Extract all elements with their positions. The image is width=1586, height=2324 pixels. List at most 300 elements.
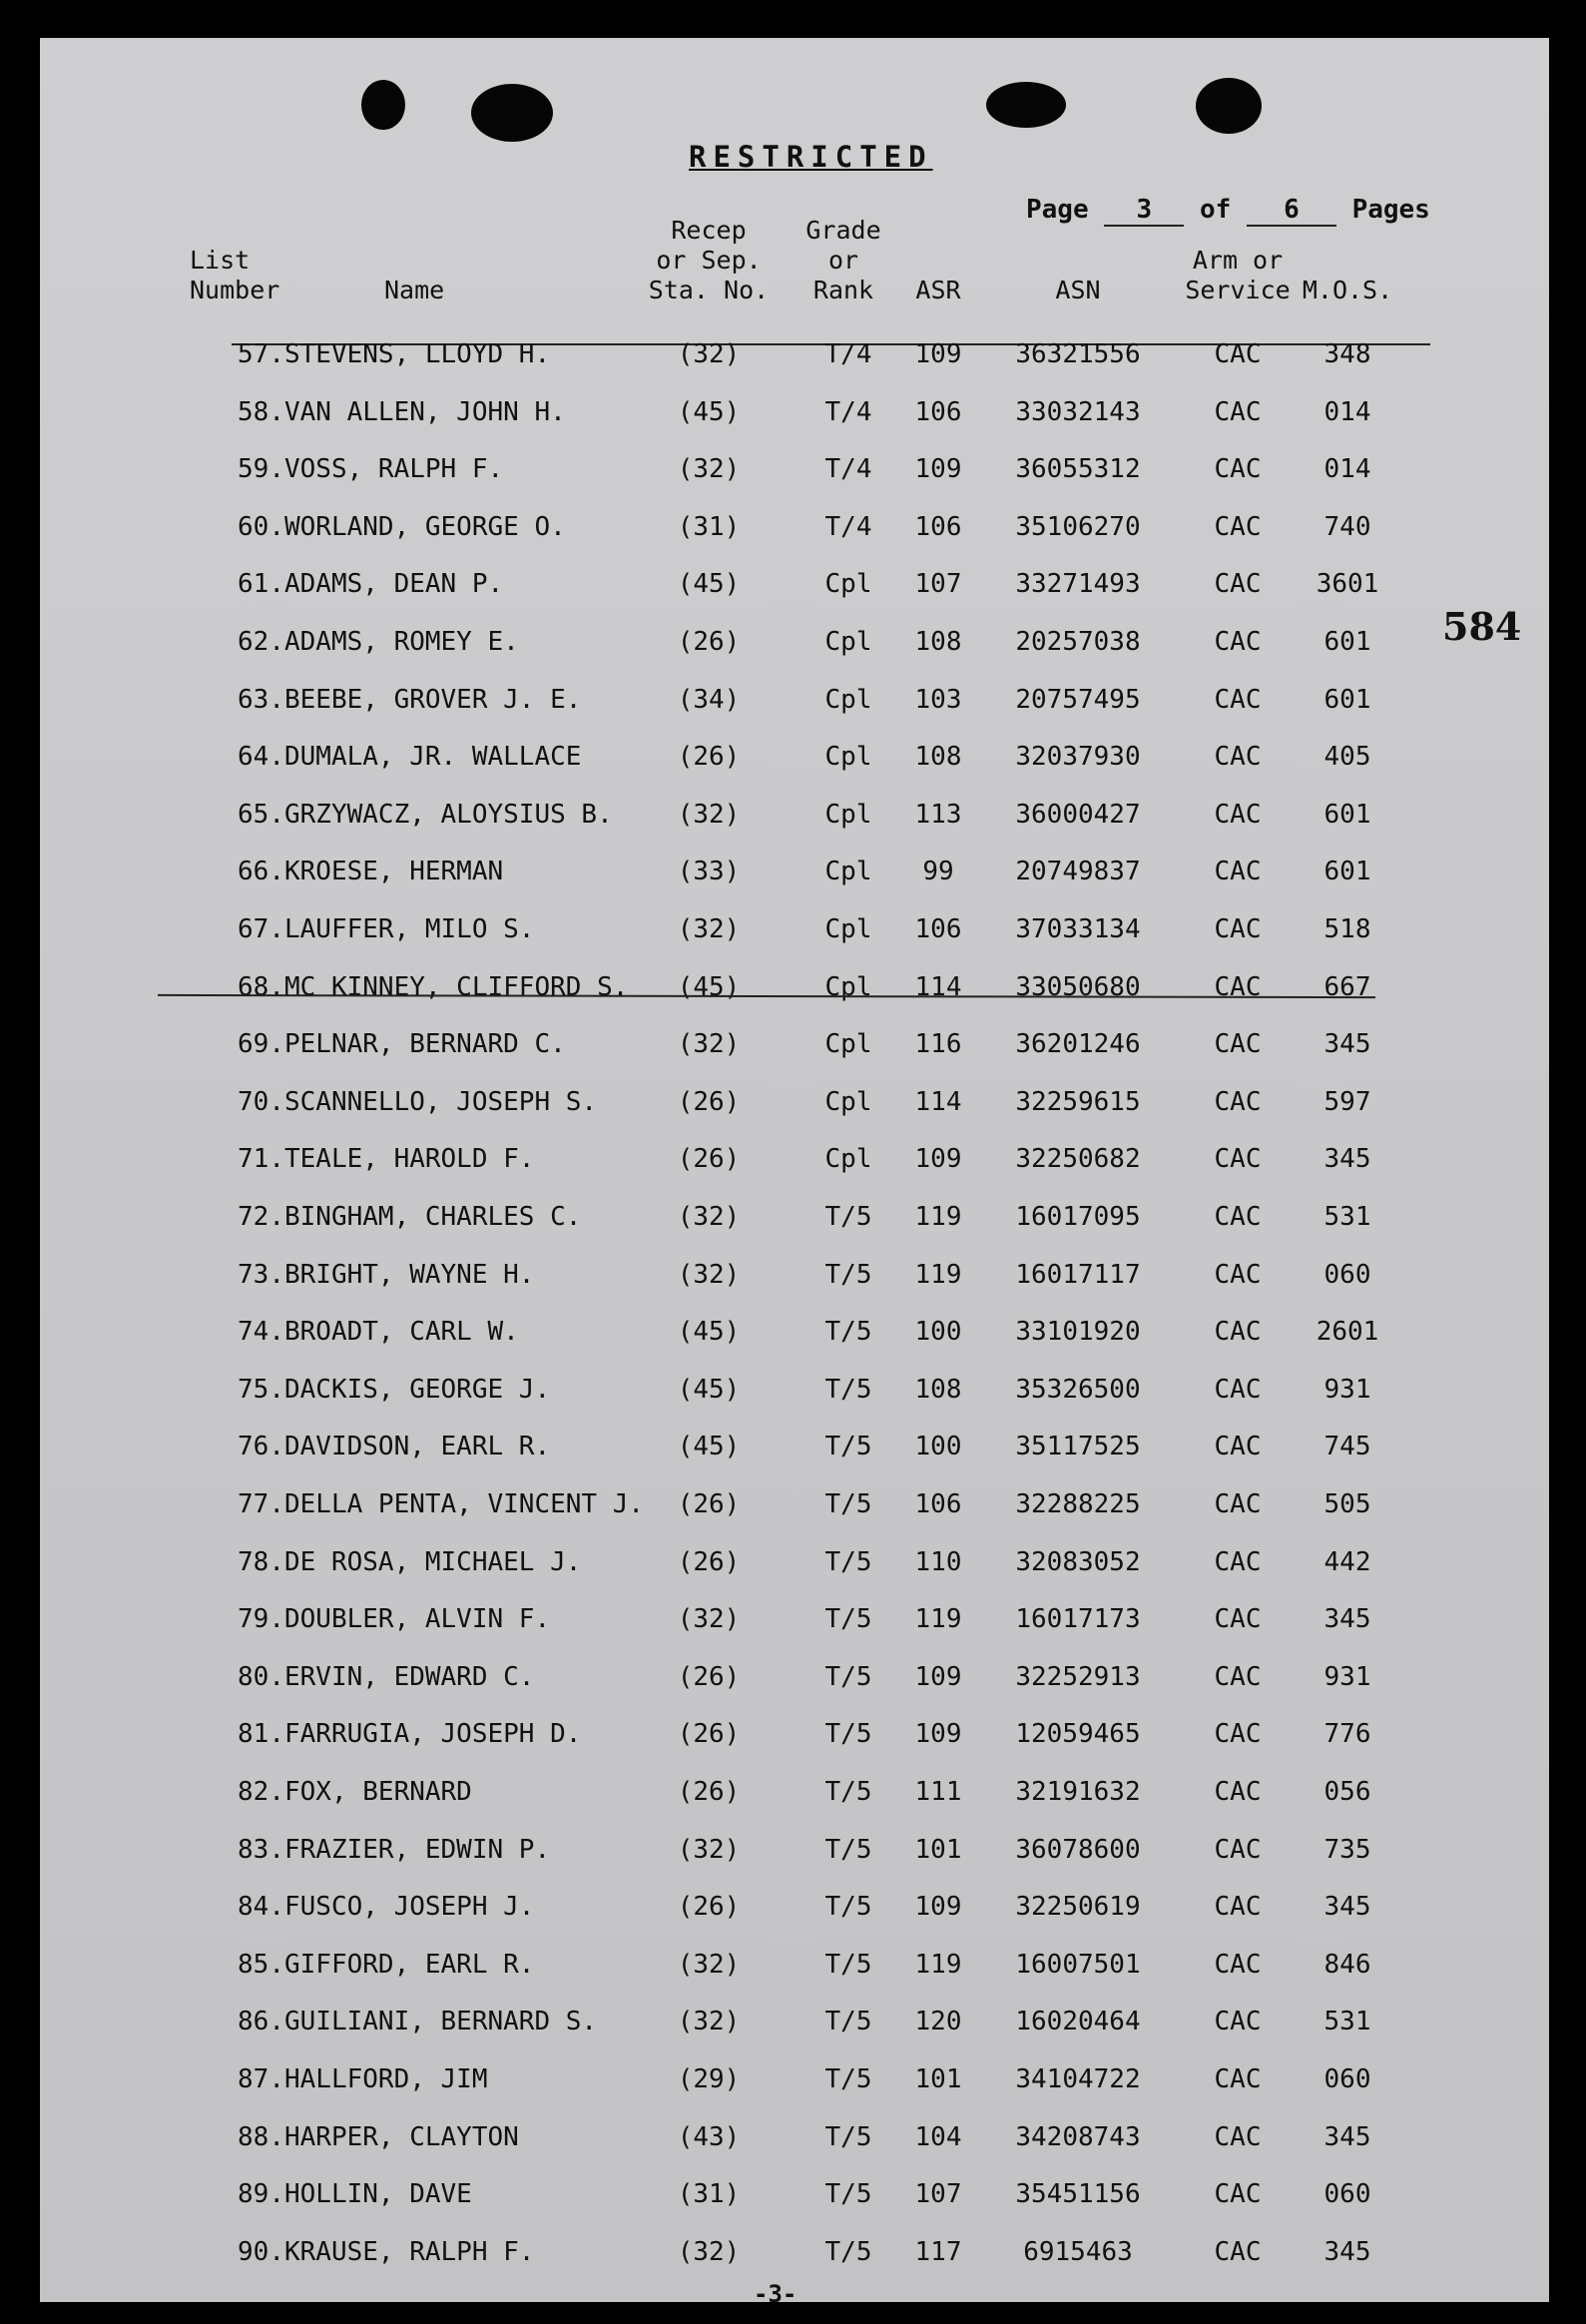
cell-asn: 20749837 (1015, 857, 1141, 887)
cell-mos: 014 (1323, 454, 1371, 485)
cell-grade: T/4 (824, 396, 872, 427)
cell-arm-service: CAC (1214, 2064, 1262, 2094)
cell-mos: 776 (1323, 1719, 1371, 1750)
document-page (40, 38, 1549, 2308)
cell-recep-station: (32) (677, 1202, 741, 1232)
cell-asn: 36201246 (1015, 1029, 1141, 1060)
cell-arm-service: CAC (1214, 1777, 1262, 1807)
table-row (40, 1547, 1549, 1587)
cell-arm-service: CAC (1214, 1834, 1262, 1865)
cell-grade: T/4 (824, 454, 872, 485)
cell-grade: T/5 (824, 1604, 872, 1635)
cell-asr: 109 (914, 1892, 962, 1923)
cell-mos: 345 (1323, 1892, 1371, 1923)
cell-recep-station: (43) (677, 2121, 741, 2152)
col-grade-line2: or (827, 246, 859, 275)
cell-asr: 107 (914, 2179, 962, 2210)
cell-name: DOUBLER, ALVIN F. (284, 1604, 551, 1635)
cell-name: STEVENS, LLOYD H. (284, 339, 551, 369)
cell-recep-station: (31) (677, 2179, 741, 2210)
cell-recep-station: (45) (677, 971, 741, 1002)
cell-asn: 35106270 (1015, 511, 1141, 542)
margin-stamp: 584 (1442, 604, 1522, 649)
cell-asn: 33101920 (1015, 1317, 1141, 1348)
cell-list-number: 60. (238, 511, 284, 542)
cell-asr: 109 (914, 1661, 962, 1692)
cell-recep-station: (29) (677, 2064, 741, 2094)
punch-hole-right-2 (1196, 78, 1262, 134)
cell-name: BRIGHT, WAYNE H. (284, 1259, 535, 1290)
cell-mos: 060 (1323, 1259, 1371, 1290)
cell-recep-station: (26) (677, 1546, 741, 1577)
cell-mos: 060 (1323, 2064, 1371, 2094)
cell-mos: 601 (1323, 684, 1371, 715)
col-recep-line2: or Sep. (656, 246, 762, 275)
table-row (40, 1604, 1549, 1644)
cell-asn: 33050680 (1015, 971, 1141, 1002)
cell-grade: Cpl (824, 1086, 872, 1117)
cell-mos: 060 (1323, 2179, 1371, 2210)
cell-recep-station: (33) (677, 857, 741, 887)
pages-label: Pages (1351, 195, 1430, 225)
cell-arm-service: CAC (1214, 1719, 1262, 1750)
cell-mos: 531 (1323, 2007, 1371, 2037)
cell-list-number: 59. (238, 454, 284, 485)
cell-asr: 106 (914, 914, 962, 944)
punch-hole-left-1 (361, 80, 405, 130)
cell-asr: 100 (914, 1432, 962, 1462)
document-heading: RESTRICTED (689, 140, 933, 174)
table-row (40, 1029, 1549, 1069)
cell-grade: T/5 (824, 1892, 872, 1923)
cell-grade: T/4 (824, 511, 872, 542)
cell-asr: 104 (914, 2121, 962, 2152)
cell-grade: Cpl (824, 857, 872, 887)
cell-asn: 37033134 (1015, 914, 1141, 944)
table-row (40, 972, 1549, 1012)
cell-mos: 345 (1323, 2236, 1371, 2267)
table-row (40, 1950, 1549, 1990)
cell-name: KRAUSE, RALPH F. (284, 2236, 535, 2267)
cell-name: DELLA PENTA, VINCENT J. (284, 1489, 645, 1519)
cell-mos: 601 (1323, 627, 1371, 657)
cell-arm-service: CAC (1214, 1029, 1262, 1060)
table-row (40, 857, 1549, 896)
cell-asn: 32083052 (1015, 1546, 1141, 1577)
cell-arm-service: CAC (1214, 1661, 1262, 1692)
cell-recep-station: (45) (677, 396, 741, 427)
cell-list-number: 63. (238, 684, 284, 715)
cell-asr: 109 (914, 454, 962, 485)
cell-mos: 745 (1323, 1432, 1371, 1462)
cell-asn: 16007501 (1015, 1949, 1141, 1980)
cell-asn: 36078600 (1015, 1834, 1141, 1865)
cell-list-number: 83. (238, 1834, 284, 1865)
cell-arm-service: CAC (1214, 1432, 1262, 1462)
cell-recep-station: (32) (677, 1604, 741, 1635)
cell-list-number: 72. (238, 1202, 284, 1232)
cell-name: KROESE, HERMAN (284, 857, 504, 887)
cell-asr: 110 (914, 1546, 962, 1577)
table-row (40, 2007, 1549, 2046)
cell-name: GIFFORD, EARL R. (284, 1949, 535, 1980)
cell-list-number: 64. (238, 742, 284, 773)
cell-asr: 101 (914, 1834, 962, 1865)
cell-mos: 345 (1323, 2121, 1371, 2152)
cell-grade: T/5 (824, 2236, 872, 2267)
cell-mos: 931 (1323, 1374, 1371, 1405)
cell-mos: 2601 (1316, 1317, 1379, 1348)
cell-mos: 667 (1323, 971, 1371, 1002)
page-label: Page (1026, 195, 1089, 225)
cell-list-number: 89. (238, 2179, 284, 2210)
cell-mos: 405 (1323, 742, 1371, 773)
cell-name: DACKIS, GEORGE J. (284, 1374, 551, 1405)
cell-asr: 119 (914, 1604, 962, 1635)
cell-grade: Cpl (824, 684, 872, 715)
col-name: Name (384, 276, 445, 304)
cell-arm-service: CAC (1214, 857, 1262, 887)
cell-asr: 120 (914, 2007, 962, 2037)
cell-list-number: 58. (238, 396, 284, 427)
cell-name: FUSCO, JOSEPH J. (284, 1892, 535, 1923)
cell-recep-station: (45) (677, 569, 741, 600)
cell-list-number: 75. (238, 1374, 284, 1405)
cell-recep-station: (32) (677, 2007, 741, 2037)
table-row (40, 1375, 1549, 1415)
cell-asn: 32250682 (1015, 1144, 1141, 1175)
cell-asr: 106 (914, 1489, 962, 1519)
cell-asr: 108 (914, 1374, 962, 1405)
cell-recep-station: (26) (677, 1719, 741, 1750)
page-indicator (1026, 195, 1430, 227)
cell-recep-station: (32) (677, 454, 741, 485)
cell-recep-station: (34) (677, 684, 741, 715)
cell-asr: 101 (914, 2064, 962, 2094)
cell-list-number: 74. (238, 1317, 284, 1348)
cell-asr: 113 (914, 799, 962, 830)
cell-recep-station: (26) (677, 627, 741, 657)
cell-recep-station: (26) (677, 1086, 741, 1117)
cell-name: ERVIN, EDWARD C. (284, 1661, 535, 1692)
table-row (40, 454, 1549, 494)
cell-list-number: 86. (238, 2007, 284, 2037)
cell-mos: 931 (1323, 1661, 1371, 1692)
cell-arm-service: CAC (1214, 1144, 1262, 1175)
cell-asr: 117 (914, 2236, 962, 2267)
table-row (40, 800, 1549, 840)
cell-asn: 16017095 (1015, 1202, 1141, 1232)
cell-grade: T/5 (824, 2121, 872, 2152)
cell-asn: 35451156 (1015, 2179, 1141, 2210)
cell-mos: 442 (1323, 1546, 1371, 1577)
cell-asn: 32259615 (1015, 1086, 1141, 1117)
cell-mos: 735 (1323, 1834, 1371, 1865)
cell-asr: 108 (914, 742, 962, 773)
cell-name: BEEBE, GROVER J. E. (284, 684, 582, 715)
cell-list-number: 67. (238, 914, 284, 944)
table-row (40, 2122, 1549, 2162)
cell-recep-station: (26) (677, 1661, 741, 1692)
cell-asn: 20257038 (1015, 627, 1141, 657)
cell-name: LAUFFER, MILO S. (284, 914, 535, 944)
cell-name: GRZYWACZ, ALOYSIUS B. (284, 799, 613, 830)
cell-list-number: 57. (238, 339, 284, 369)
table-row (40, 2237, 1549, 2277)
cell-recep-station: (32) (677, 1029, 741, 1060)
cell-recep-station: (32) (677, 2236, 741, 2267)
table-row (40, 1144, 1549, 1184)
cell-name: GUILIANI, BERNARD S. (284, 2007, 598, 2037)
cell-mos: 518 (1323, 914, 1371, 944)
table-row (40, 512, 1549, 552)
cell-list-number: 84. (238, 1892, 284, 1923)
cell-asr: 109 (914, 1144, 962, 1175)
cell-recep-station: (45) (677, 1374, 741, 1405)
cell-list-number: 70. (238, 1086, 284, 1117)
cell-recep-station: (32) (677, 1259, 741, 1290)
cell-arm-service: CAC (1214, 1317, 1262, 1348)
cell-recep-station: (26) (677, 1892, 741, 1923)
cell-name: ADAMS, ROMEY E. (284, 627, 519, 657)
cell-arm-service: CAC (1214, 1374, 1262, 1405)
cell-grade: T/5 (824, 2064, 872, 2094)
cell-name: FOX, BERNARD (284, 1777, 472, 1807)
cell-mos: 345 (1323, 1029, 1371, 1060)
cell-mos: 345 (1323, 1604, 1371, 1635)
table-row (40, 1835, 1549, 1875)
cell-name: VOSS, RALPH F. (284, 454, 504, 485)
cell-recep-station: (32) (677, 799, 741, 830)
cell-mos: 056 (1323, 1777, 1371, 1807)
cell-recep-station: (32) (677, 914, 741, 944)
cell-arm-service: CAC (1214, 2007, 1262, 2037)
cell-grade: T/5 (824, 2179, 872, 2210)
cell-asn: 32250619 (1015, 1892, 1141, 1923)
cell-name: DAVIDSON, EARL R. (284, 1432, 551, 1462)
cell-arm-service: CAC (1214, 1546, 1262, 1577)
cell-arm-service: CAC (1214, 1949, 1262, 1980)
cell-grade: Cpl (824, 914, 872, 944)
cell-grade: Cpl (824, 799, 872, 830)
table-row (40, 1719, 1549, 1759)
cell-grade: T/4 (824, 339, 872, 369)
col-mos: M.O.S. (1302, 276, 1393, 304)
cell-mos: 531 (1323, 1202, 1371, 1232)
cell-arm-service: CAC (1214, 1259, 1262, 1290)
cell-asr: 99 (922, 857, 954, 887)
table-row (40, 1317, 1549, 1357)
cell-grade: Cpl (824, 569, 872, 600)
cell-asn: 36000427 (1015, 799, 1141, 830)
cell-list-number: 85. (238, 1949, 284, 1980)
table-row (40, 1777, 1549, 1817)
cell-arm-service: CAC (1214, 339, 1262, 369)
cell-name: BROADT, CARL W. (284, 1317, 519, 1348)
cell-asn: 20757495 (1015, 684, 1141, 715)
cell-list-number: 76. (238, 1432, 284, 1462)
cell-arm-service: CAC (1214, 799, 1262, 830)
cell-grade: Cpl (824, 971, 872, 1002)
cell-arm-service: CAC (1214, 1604, 1262, 1635)
cell-list-number: 68. (238, 971, 284, 1002)
cell-asr: 107 (914, 569, 962, 600)
table-row (40, 569, 1549, 609)
cell-arm-service: CAC (1214, 2121, 1262, 2152)
col-grade-line3: Rank (812, 276, 874, 304)
cell-name: PELNAR, BERNARD C. (284, 1029, 566, 1060)
cell-list-number: 79. (238, 1604, 284, 1635)
cell-recep-station: (31) (677, 511, 741, 542)
cell-mos: 505 (1323, 1489, 1371, 1519)
cell-asr: 103 (914, 684, 962, 715)
cell-mos: 846 (1323, 1949, 1371, 1980)
cell-asn: 33032143 (1015, 396, 1141, 427)
cell-arm-service: CAC (1214, 1489, 1262, 1519)
cell-name: DUMALA, JR. WALLACE (284, 742, 582, 773)
cell-asr: 106 (914, 511, 962, 542)
col-arm-line2: Service (1185, 276, 1291, 304)
cell-asr: 111 (914, 1777, 962, 1807)
cell-list-number: 62. (238, 627, 284, 657)
cell-list-number: 88. (238, 2121, 284, 2152)
table-row (40, 1662, 1549, 1702)
cell-asn: 33271493 (1015, 569, 1141, 600)
cell-asr: 119 (914, 1259, 962, 1290)
cell-asn: 16017117 (1015, 1259, 1141, 1290)
cell-recep-station: (26) (677, 1489, 741, 1519)
cell-name: FARRUGIA, JOSEPH D. (284, 1719, 582, 1750)
cell-mos: 345 (1323, 1144, 1371, 1175)
cell-grade: Cpl (824, 1144, 872, 1175)
cell-arm-service: CAC (1214, 511, 1262, 542)
cell-asr: 116 (914, 1029, 962, 1060)
cell-arm-service: CAC (1214, 2236, 1262, 2267)
cell-asr: 106 (914, 396, 962, 427)
cell-grade: Cpl (824, 742, 872, 773)
cell-arm-service: CAC (1214, 454, 1262, 485)
col-asr: ASR (915, 276, 961, 304)
table-row (40, 339, 1549, 379)
cell-list-number: 90. (238, 2236, 284, 2267)
cell-arm-service: CAC (1214, 1086, 1262, 1117)
cell-list-number: 65. (238, 799, 284, 830)
table-row (40, 742, 1549, 782)
cell-recep-station: (26) (677, 1777, 741, 1807)
cell-recep-station: (32) (677, 1834, 741, 1865)
cell-arm-service: CAC (1214, 914, 1262, 944)
cell-arm-service: CAC (1214, 1202, 1262, 1232)
table-row (40, 1432, 1549, 1471)
cell-grade: T/5 (824, 1949, 872, 1980)
cell-grade: Cpl (824, 1029, 872, 1060)
cell-asn: 36055312 (1015, 454, 1141, 485)
cell-name: SCANNELLO, JOSEPH S. (284, 1086, 598, 1117)
cell-list-number: 69. (238, 1029, 284, 1060)
cell-grade: T/5 (824, 1719, 872, 1750)
cell-list-number: 81. (238, 1719, 284, 1750)
cell-name: HALLFORD, JIM (284, 2064, 488, 2094)
cell-arm-service: CAC (1214, 627, 1262, 657)
cell-recep-station: (45) (677, 1432, 741, 1462)
cell-grade: T/5 (824, 1777, 872, 1807)
table-row (40, 1202, 1549, 1242)
cell-asn: 35117525 (1015, 1432, 1141, 1462)
cell-name: HARPER, CLAYTON (284, 2121, 519, 2152)
cell-grade: T/5 (824, 1432, 872, 1462)
of-label: of (1199, 195, 1232, 225)
cell-grade: Cpl (824, 627, 872, 657)
cell-mos: 348 (1323, 339, 1371, 369)
cell-list-number: 77. (238, 1489, 284, 1519)
table-row (40, 685, 1549, 725)
col-asn: ASN (1055, 276, 1101, 304)
cell-asn: 34104722 (1015, 2064, 1141, 2094)
cell-list-number: 61. (238, 569, 284, 600)
punch-hole-left-2 (471, 84, 553, 142)
table-row (40, 1260, 1549, 1300)
table-row (40, 397, 1549, 437)
col-recep (639, 216, 779, 305)
cell-asn: 35326500 (1015, 1374, 1141, 1405)
cell-arm-service: CAC (1214, 2179, 1262, 2210)
cell-asr: 100 (914, 1317, 962, 1348)
cell-asr: 108 (914, 627, 962, 657)
cell-asn: 16017173 (1015, 1604, 1141, 1635)
cell-list-number: 82. (238, 1777, 284, 1807)
cell-name: TEALE, HAROLD F. (284, 1144, 535, 1175)
cell-asn: 16020464 (1015, 2007, 1141, 2037)
page-number: 3 (1104, 195, 1184, 227)
cell-name: MC KINNEY, CLIFFORD S. (284, 971, 629, 1002)
page-footer: -3- (754, 2280, 797, 2308)
cell-list-number: 66. (238, 857, 284, 887)
cell-list-number: 87. (238, 2064, 284, 2094)
cell-mos: 3601 (1316, 569, 1379, 600)
table-row (40, 1087, 1549, 1127)
cell-arm-service: CAC (1214, 684, 1262, 715)
cell-recep-station: (32) (677, 339, 741, 369)
cell-recep-station: (45) (677, 1317, 741, 1348)
cell-mos: 014 (1323, 396, 1371, 427)
cell-asn: 32037930 (1015, 742, 1141, 773)
cell-grade: T/5 (824, 1317, 872, 1348)
cell-mos: 597 (1323, 1086, 1371, 1117)
col-recep-line1: Recep (671, 216, 747, 245)
cell-asr: 119 (914, 1202, 962, 1232)
table-row (40, 1489, 1549, 1529)
page-total: 6 (1247, 195, 1336, 227)
cell-arm-service: CAC (1214, 396, 1262, 427)
cell-arm-service: CAC (1214, 569, 1262, 600)
cell-grade: T/5 (824, 1489, 872, 1519)
cell-name: DE ROSA, MICHAEL J. (284, 1546, 582, 1577)
col-list-number (190, 246, 279, 305)
col-number-label: Number (190, 276, 280, 304)
cell-arm-service: CAC (1214, 1892, 1262, 1923)
cell-name: VAN ALLEN, JOHN H. (284, 396, 566, 427)
cell-asr: 109 (914, 339, 962, 369)
cell-recep-station: (32) (677, 1949, 741, 1980)
cell-grade: T/5 (824, 1546, 872, 1577)
cell-grade: T/5 (824, 1661, 872, 1692)
cell-list-number: 71. (238, 1144, 284, 1175)
cell-name: BINGHAM, CHARLES C. (284, 1202, 582, 1232)
col-arm-line1: Arm or (1192, 246, 1284, 275)
cell-mos: 601 (1323, 857, 1371, 887)
cell-asn: 32288225 (1015, 1489, 1141, 1519)
cell-mos: 601 (1323, 799, 1371, 830)
